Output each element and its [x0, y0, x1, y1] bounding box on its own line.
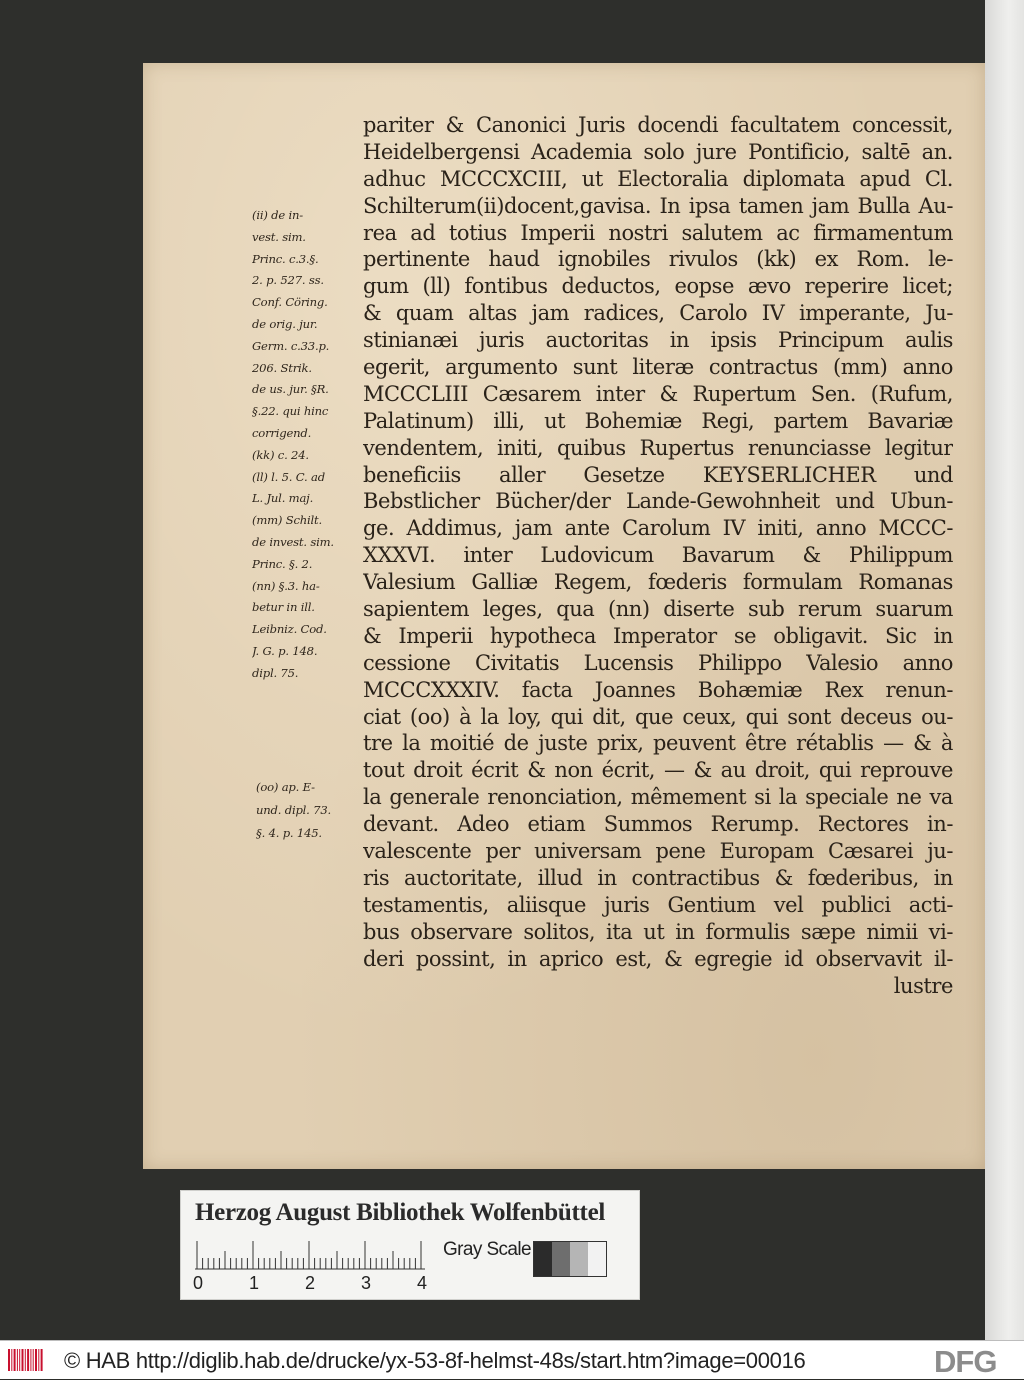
margin-note-line: §.22. qui hinc [252, 404, 329, 419]
margin-note-line: Conf. Cöring. [252, 295, 328, 310]
text-line: ge. Addimus, jam ante Carolum IV initi, anno MCCC- [363, 516, 953, 541]
text-line: MCCCXXXIV. facta Joannes Bohæmiæ Rex renun- [363, 677, 953, 702]
margin-note-line: (ii) de in- [252, 208, 304, 222]
text-line: valescente per universam pene Europam Cæsarei ju- [363, 839, 953, 864]
margin-note-line: Germ. c.33.p. [252, 338, 330, 353]
text-line: rea ad totius Imperii nostri salutem ac firmamentum [363, 220, 953, 245]
margin-notes-block-2 [256, 776, 370, 845]
adjacent-page-edge [985, 0, 1024, 1340]
text-line: pariter & Canonici Juris docendi facultatem concessit, [363, 113, 953, 137]
gray-scale-label: Gray Scale [443, 1239, 531, 1260]
text-line: tout droit écrit & non écrit, — & au droit, qui reprouve [363, 758, 953, 783]
gray-scale-swatches [533, 1241, 607, 1277]
text-line: tre la moitié de juste prix, peuvent être rétablis — & à [363, 731, 953, 756]
text-line: cessione Civitatis Lucensis Philippo Valesio anno [363, 650, 953, 675]
color-calibration-bar [180, 1190, 640, 1300]
text-line: Valesium Galliæ Regem, fœderis formulam Romanas [363, 570, 953, 595]
text-line: & Imperii hypotheca Imperator se obligavit. Sic in [363, 623, 953, 648]
text-line: pertinente haud ignobiles rivulos (kk) ex Rom. le- [363, 247, 953, 272]
margin-note-line: L. Jul. maj. [252, 491, 314, 506]
gray-swatch [552, 1242, 570, 1276]
margin-note-line: §. 4. p. 145. [256, 826, 322, 840]
text-line: deri possint, in aprico est, & egregie id observavit il- [363, 946, 953, 971]
margin-note-line: 2. p. 527. ss. [252, 273, 324, 288]
text-line: gum (ll) fontibus deductos, eopse ævo reperire licet; [363, 274, 953, 299]
ruler-number: 0 [193, 1273, 204, 1293]
text-line: Bebstlicher Bücher/der Lande-Gewohnheit und Ubun- [363, 489, 953, 514]
text-line: egerit, argumento sunt literæ contractus (mm) anno [363, 355, 953, 380]
ruler-number: 1 [249, 1273, 260, 1293]
margin-note-line: (oo) ap. E- [256, 780, 315, 794]
margin-note-line: betur in ill. [252, 600, 315, 615]
main-text-block [363, 112, 953, 999]
text-line: lustre [893, 973, 953, 998]
gray-swatch [534, 1242, 552, 1276]
ruler-number: 2 [305, 1273, 316, 1293]
ruler-number: 4 [417, 1273, 428, 1293]
margin-note-line: und. dipl. 73. [256, 803, 331, 817]
text-line: ciat (oo) à la loy, qui dit, que ceux, qui sont deceus ou- [363, 704, 953, 729]
gray-swatch [588, 1242, 606, 1276]
footer-bar [0, 1340, 1024, 1379]
margin-note-line: de invest. sim. [252, 534, 334, 549]
margin-note-line: Princ. c.3.§. [252, 251, 319, 266]
margin-note-line: (nn) §.3. ha- [252, 578, 320, 593]
text-line: la generale renonciation, mêmement si la speciale ne va [363, 785, 953, 810]
margin-note-line: Princ. §. 2. [252, 556, 313, 571]
margin-notes-block [252, 205, 370, 685]
margin-note-line: 206. Strik. [252, 360, 312, 375]
ruler-numbers [189, 1273, 429, 1295]
ruler-number: 3 [361, 1273, 372, 1293]
hab-barcode-logo-icon [6, 1347, 48, 1373]
text-line: devant. Adeo etiam Summos Rerump. Rectores in- [363, 812, 953, 837]
margin-note-line: de orig. jur. [252, 316, 318, 331]
margin-note-line: (kk) c. 24. [252, 447, 309, 462]
text-line: beneficiis aller Gesetze KEYSERLICHER und [363, 462, 953, 487]
text-line: MCCCLIII Cæsarem inter & Rupertum Sen. (Rufum, [363, 381, 953, 406]
text-line: & quam altas jam radices, Carolo IV imperante, Ju- [363, 301, 953, 326]
text-line: bus observare solitos, ita ut in formulis sæpe nimii vi- [363, 919, 953, 944]
text-line: XXXVI. inter Ludovicum Bavarum & Philippum [363, 543, 953, 568]
text-line: stinianæi juris auctoritas in ipsis Principum aulis [363, 328, 953, 353]
margin-note-line: J. G. p. 148. [252, 643, 318, 658]
margin-note-line: dipl. 75. [252, 665, 299, 680]
text-line: Schilterum(ii)docent,gavisa. In ipsa tamen jam Bulla Au- [363, 193, 953, 218]
dfg-logo: DFG [934, 1344, 997, 1379]
footer-copyright-url[interactable]: © HAB http://diglib.hab.de/drucke/yx-53-8f-helmst-48s/start.htm?image=00016 [64, 1348, 806, 1373]
margin-note-line: de us. jur. §R. [252, 382, 329, 397]
margin-note-line: corrigend. [252, 425, 312, 440]
margin-note-line: Leibniz. Cod. [252, 622, 327, 637]
text-line: Heidelbergensi Academia solo jure Pontificio, saltē an. [363, 139, 953, 164]
library-name: Herzog August Bibliothek Wolfenbüttel [195, 1199, 606, 1226]
margin-note-line: vest. sim. [252, 229, 306, 244]
margin-note-line: (mm) Schilt. [252, 513, 322, 528]
margin-note-line: (ll) l. 5. C. ad [252, 469, 325, 484]
text-line: testamentis, aliisque juris Gentium vel publici acti- [363, 892, 953, 917]
text-line: vendentem, initi, quibus Rupertus renunciasse legitur [363, 435, 953, 460]
text-line: ris auctoritate, illud in contractibus & fœderibus, in [363, 865, 953, 890]
gray-swatch [570, 1242, 588, 1276]
text-line: adhuc MCCCXCIII, ut Electoralia diplomata apud Cl. [363, 166, 953, 191]
text-line: Palatinum) illi, ut Bohemiæ Regi, partem Bavariæ [363, 408, 953, 433]
ruler-scale [195, 1239, 425, 1271]
text-line: sapientem leges, qua (nn) diserte sub rerum suarum [363, 597, 953, 622]
